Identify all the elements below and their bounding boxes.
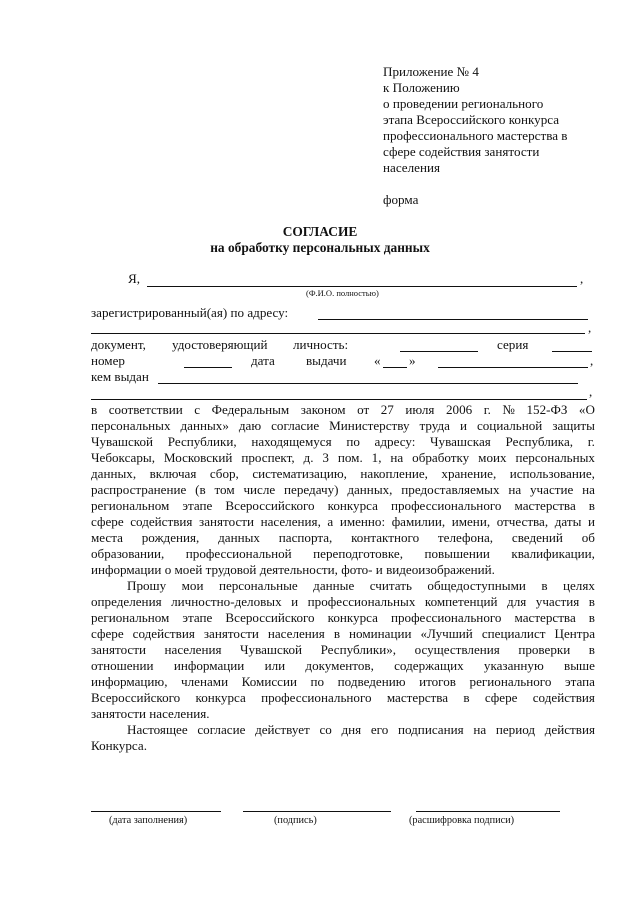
comma: ,: [589, 384, 593, 399]
address-field[interactable]: [318, 319, 588, 320]
issued-by-label: кем выдан: [91, 369, 149, 384]
paragraph-line: места рождения, данных паспорта, контактного телефона, сведений об: [91, 530, 595, 545]
paragraph-line: образовании, профессиональной переподготовке, повышении квалификации,: [91, 546, 595, 561]
paragraph-line: Чувашской Республики, находящемуся по адресу: Чувашская Республика, г.: [91, 434, 595, 449]
paragraph-line: определения личностно-деловых и профессиональных компетенций для участия в: [91, 594, 595, 609]
date-close-quote: »: [409, 353, 416, 368]
paragraph-line: сфере содействия занятости населения в номинации «Лучший специалист Центра: [91, 626, 595, 641]
paragraph-line: распространение (в том числе передачу) данных, предоставляемых на участие на: [91, 482, 595, 497]
appendix-line: сфере содействия занятости: [383, 144, 540, 159]
fio-caption: (Ф.И.О. полностью): [306, 288, 379, 298]
paragraph-line: информации о моей трудовой деятельности, фото- и видеоизображений.: [91, 562, 495, 577]
paragraph-line: Конкурса.: [91, 738, 147, 753]
number-label: номер: [91, 353, 125, 368]
paragraph-line: Чебоксары, Московский проспект, д. 3 пом. 1, на обработку моих персональных: [91, 450, 595, 465]
paragraph-line: занятости населения.: [91, 706, 210, 721]
signature-caption: (подпись): [274, 815, 317, 826]
paragraph-line: данных, включая сбор, систематизацию, накопление, хранение, использование,: [91, 466, 595, 481]
appendix-line: населения: [383, 160, 440, 175]
issue-month-year-field[interactable]: [438, 367, 588, 368]
document-title: СОГЛАСИЕ: [282, 224, 358, 239]
series-field[interactable]: [552, 351, 592, 352]
signature-field[interactable]: [243, 811, 391, 812]
paragraph-line: сфере содействия занятости населения, а именно: фамилии, имени, отчества, даты и: [91, 514, 595, 529]
fill-date-caption: (дата заполнения): [109, 815, 188, 826]
doc-word: личность:: [293, 337, 349, 352]
appendix-line: к Положению: [383, 80, 460, 95]
issue-date-label: дата: [251, 353, 275, 368]
series-label: серия: [497, 337, 529, 352]
registered-label: зарегистрированный(ая) по адресу:: [91, 305, 289, 320]
comma: ,: [588, 320, 592, 335]
paragraph-line: информацию, членами Комиссии по подведению итогов регионального этапа: [91, 674, 595, 689]
paragraph-line: отношении информации или документов, содержащих указанную выше: [91, 658, 595, 673]
paragraph-line: Настоящее согласие действует со дня его подписания на период действия: [127, 722, 595, 737]
appendix-line: Приложение № 4: [383, 64, 479, 79]
appendix-line: профессионального мастерства в: [383, 128, 568, 143]
issued-by-field[interactable]: [158, 383, 578, 384]
date-open-quote: «: [374, 353, 381, 368]
form-label: форма: [383, 192, 419, 207]
signature-decode-caption: (расшифровка подписи): [409, 815, 515, 826]
issue-day-field[interactable]: [383, 367, 407, 368]
appendix-line: о проведении регионального: [383, 96, 544, 111]
issue-word: выдачи: [306, 353, 347, 368]
doc-word: удостоверяющий: [172, 337, 268, 352]
fill-date-field[interactable]: [91, 811, 221, 812]
doc-word: документ,: [91, 337, 146, 352]
address-field-line2[interactable]: [91, 333, 585, 334]
number-field[interactable]: [184, 367, 232, 368]
paragraph-line: региональном этапе Всероссийского конкурса профессионального мастерства в: [91, 498, 595, 513]
paragraph-line: занятости населения Чувашской Республики», осуществления проверки в: [91, 642, 595, 657]
comma: ,: [590, 353, 594, 368]
document-subtitle: на обработку персональных данных: [210, 240, 430, 255]
paragraph-line: персональных данных» даю согласие Министерству труда и социальной защиты: [91, 418, 595, 433]
paragraph-line: Всероссийского конкурса профессионального мастерства в сфере содействия: [91, 690, 595, 705]
issued-by-field-line2[interactable]: [91, 399, 587, 400]
appendix-line: этапа Всероссийского конкурса: [383, 112, 560, 127]
signature-decode-field[interactable]: [416, 811, 560, 812]
doc-type-field[interactable]: [400, 351, 478, 352]
fio-field[interactable]: [147, 286, 577, 287]
paragraph-line: Прошу мои персональные данные считать общедоступными в целях: [127, 578, 595, 593]
paragraph-line: в соответствии с Федеральным законом от 27 июля 2006 г. № 152-ФЗ «О: [91, 402, 595, 417]
comma: ,: [580, 271, 584, 286]
paragraph-line: региональном этапе Всероссийского конкурса профессионального мастерства в: [91, 610, 595, 625]
i-label: Я,: [128, 271, 141, 286]
